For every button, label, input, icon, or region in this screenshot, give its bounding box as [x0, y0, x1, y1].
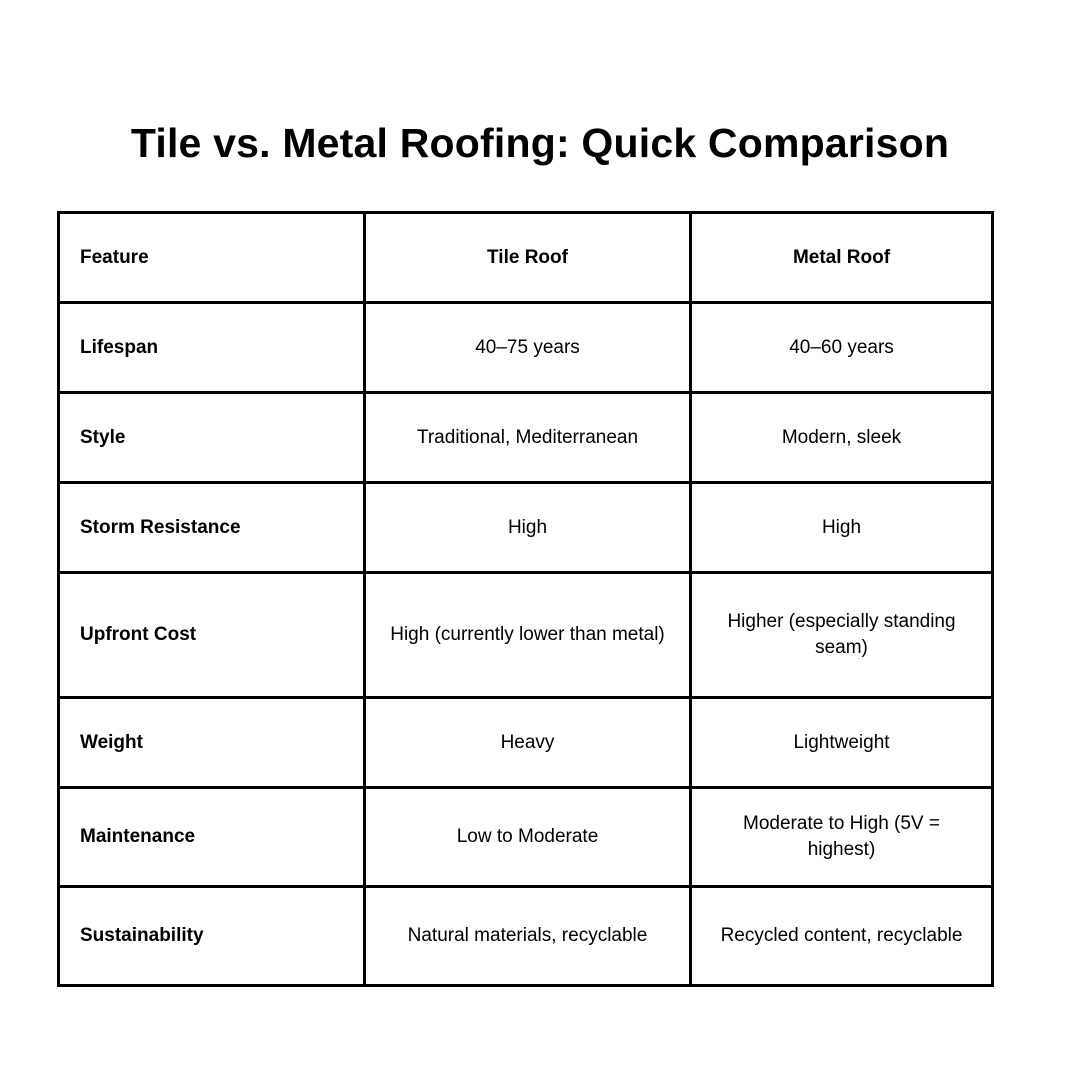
- table-row: [59, 788, 993, 887]
- row-tile-cell: Natural materials, recyclable: [365, 887, 691, 986]
- row-feature-cell: Upfront Cost: [59, 573, 365, 698]
- row-metal-cell: High: [691, 483, 993, 573]
- page-title: Tile vs. Metal Roofing: Quick Comparison: [130, 120, 950, 166]
- row-tile-cell: Traditional, Mediterranean: [365, 393, 691, 483]
- header-metal-roof: Metal Roof: [691, 213, 993, 303]
- row-metal-cell: Higher (especially standing seam): [691, 573, 993, 698]
- row-metal-cell: Recycled content, recyclable: [691, 887, 993, 986]
- row-feature-cell: Maintenance: [59, 788, 365, 887]
- row-metal-cell: Lightweight: [691, 698, 993, 788]
- comparison-table: [57, 211, 994, 987]
- row-metal-cell: Modern, sleek: [691, 393, 993, 483]
- row-feature-cell: Weight: [59, 698, 365, 788]
- row-feature-cell: Sustainability: [59, 887, 365, 986]
- header-tile-roof: Tile Roof: [365, 213, 691, 303]
- table-row: [59, 303, 993, 393]
- row-tile-cell: 40–75 years: [365, 303, 691, 393]
- table-row: [59, 393, 993, 483]
- table-row: [59, 573, 993, 698]
- row-feature-cell: Style: [59, 393, 365, 483]
- row-tile-cell: High: [365, 483, 691, 573]
- row-tile-cell: Heavy: [365, 698, 691, 788]
- table-row: [59, 887, 993, 986]
- row-tile-cell: High (currently lower than metal): [365, 573, 691, 698]
- header-feature: Feature: [59, 213, 365, 303]
- table-header-row: [59, 213, 993, 303]
- row-feature-cell: Storm Resistance: [59, 483, 365, 573]
- table-row: [59, 698, 993, 788]
- row-metal-cell: 40–60 years: [691, 303, 993, 393]
- table-row: [59, 483, 993, 573]
- row-feature-cell: Lifespan: [59, 303, 365, 393]
- row-metal-cell: Moderate to High (5V = highest): [691, 788, 993, 887]
- row-tile-cell: Low to Moderate: [365, 788, 691, 887]
